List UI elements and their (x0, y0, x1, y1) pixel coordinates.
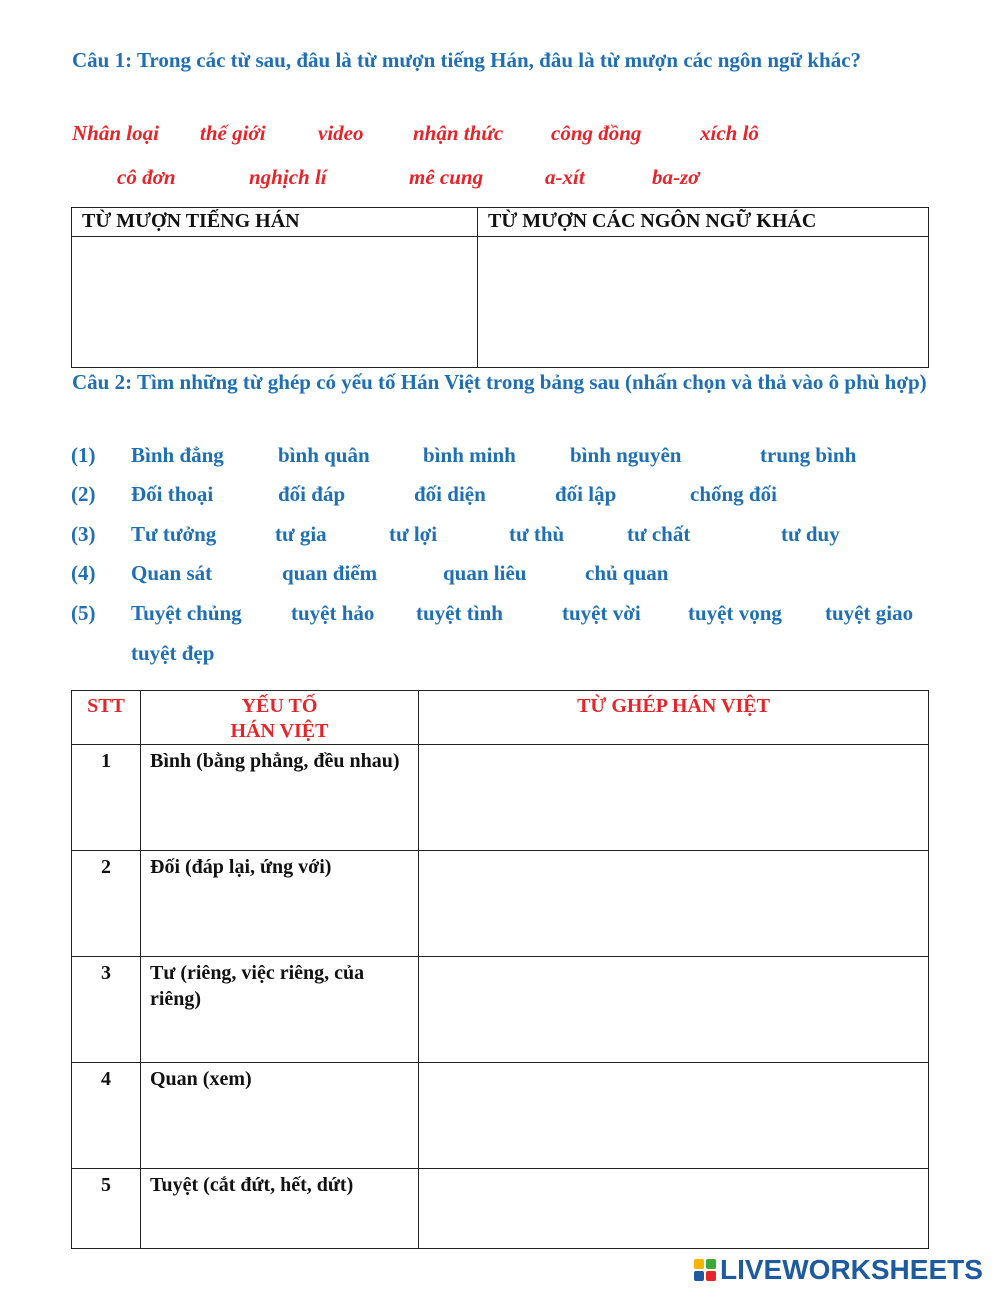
drop-zone-han[interactable] (72, 237, 478, 368)
draggable-word[interactable]: tuyệt hảo (291, 601, 375, 625)
draggable-word[interactable]: tuyệt vời (562, 601, 641, 625)
logo-square (706, 1259, 716, 1269)
draggable-word[interactable]: tuyệt đẹp (131, 641, 215, 665)
logo-square (706, 1271, 716, 1281)
drop-zone-other[interactable] (478, 237, 929, 368)
header-yeu-to (141, 691, 419, 745)
draggable-word[interactable]: Bình đẳng (131, 443, 224, 467)
group-number: (3) (71, 522, 96, 546)
logo-grid-icon (694, 1259, 716, 1281)
draggable-word[interactable]: quan điểm (282, 561, 378, 585)
draggable-word[interactable]: mê cung (409, 165, 484, 189)
draggable-word[interactable]: xích lô (700, 121, 759, 145)
draggable-word[interactable]: trung bình (760, 443, 857, 467)
drop-zone-row-4[interactable] (419, 1063, 929, 1169)
draggable-word[interactable]: đối diện (414, 482, 486, 506)
draggable-word[interactable]: bình quân (278, 443, 370, 467)
header-yeu-to-line1: YẾU TỐ (241, 695, 318, 717)
q2-table (71, 690, 929, 1249)
group-number: (4) (71, 561, 96, 585)
row-element: Bình (bằng phẳng, đều nhau) (141, 745, 419, 851)
draggable-word[interactable]: tư thù (509, 522, 565, 546)
draggable-word[interactable]: nghịch lí (249, 165, 327, 189)
row-element: Quan (xem) (141, 1063, 419, 1169)
row-number: 3 (72, 957, 141, 1063)
header-han-loanwords: TỪ MƯỢN TIẾNG HÁN (72, 208, 478, 237)
drop-zone-row-3[interactable] (419, 957, 929, 1063)
draggable-word[interactable]: đối đáp (278, 482, 346, 506)
row-number: 2 (72, 851, 141, 957)
row-element: Tư (riêng, việc riêng, của riêng) (141, 957, 419, 1063)
table-row (72, 851, 929, 957)
draggable-word[interactable]: chủ quan (585, 561, 669, 585)
q1-table (71, 207, 929, 368)
row-element: Tuyệt (cắt đứt, hết, dứt) (141, 1169, 419, 1249)
row-element: Đối (đáp lại, ứng với) (141, 851, 419, 957)
draggable-word[interactable]: tư lợi (389, 522, 438, 546)
drop-zone-row-5[interactable] (419, 1169, 929, 1249)
draggable-word[interactable]: Đối thoại (131, 482, 214, 506)
draggable-word[interactable]: Tư tưởng (131, 522, 217, 546)
draggable-word[interactable]: tuyệt giao (825, 601, 914, 625)
draggable-word[interactable]: ba-zơ (652, 165, 700, 189)
draggable-word[interactable]: tư chất (627, 522, 691, 546)
draggable-word[interactable]: công đồng (551, 121, 642, 145)
table-row (72, 1169, 929, 1249)
drop-zone-row-2[interactable] (419, 851, 929, 957)
group-number: (2) (71, 482, 96, 506)
draggable-word[interactable]: chống đối (690, 482, 777, 506)
draggable-word[interactable]: đối lập (555, 482, 617, 506)
draggable-word[interactable]: Tuyệt chủng (131, 601, 242, 625)
table-row (72, 957, 929, 1063)
draggable-word[interactable]: quan liêu (443, 561, 527, 585)
header-stt: STT (72, 691, 141, 745)
draggable-word[interactable]: bình minh (423, 443, 516, 467)
draggable-word[interactable]: tư duy (781, 522, 840, 546)
draggable-word[interactable]: tuyệt vọng (688, 601, 782, 625)
header-tu-ghep: TỪ GHÉP HÁN VIỆT (419, 691, 929, 745)
logo-text: LIVEWORKSHEETS (720, 1254, 983, 1285)
draggable-word[interactable]: bình nguyên (570, 443, 682, 467)
q1-title: Câu 1: Trong các từ sau, đâu là từ mượn tiếng Hán, đâu là từ mượn các ngôn ngữ khác? (72, 48, 862, 72)
draggable-word[interactable]: video (318, 121, 364, 145)
draggable-word[interactable]: a-xít (545, 165, 585, 189)
group-number: (5) (71, 601, 96, 625)
liveworksheets-logo (694, 1254, 983, 1286)
draggable-word[interactable]: thế giới (200, 121, 266, 145)
logo-square (694, 1271, 704, 1281)
header-yeu-to-line2: HÁN VIỆT (230, 720, 329, 742)
draggable-word[interactable]: Quan sát (131, 561, 213, 585)
draggable-word[interactable]: cô đơn (117, 165, 176, 189)
row-number: 1 (72, 745, 141, 851)
table-row (72, 745, 929, 851)
draggable-word[interactable]: tư gia (275, 522, 327, 546)
draggable-word[interactable]: nhận thức (413, 121, 504, 145)
q2-title: Câu 2: Tìm những từ ghép có yếu tố Hán Việt trong bảng sau (nhấn chọn và thả vào ô phù hợp) (72, 370, 927, 394)
header-other-loanwords: TỪ MƯỢN CÁC NGÔN NGỮ KHÁC (478, 208, 929, 237)
draggable-word[interactable]: Nhân loại (72, 121, 159, 145)
table-row (72, 1063, 929, 1169)
group-number: (1) (71, 443, 96, 467)
logo-square (694, 1259, 704, 1269)
drop-zone-row-1[interactable] (419, 745, 929, 851)
row-number: 5 (72, 1169, 141, 1249)
row-number: 4 (72, 1063, 141, 1169)
draggable-word[interactable]: tuyệt tình (416, 601, 503, 625)
